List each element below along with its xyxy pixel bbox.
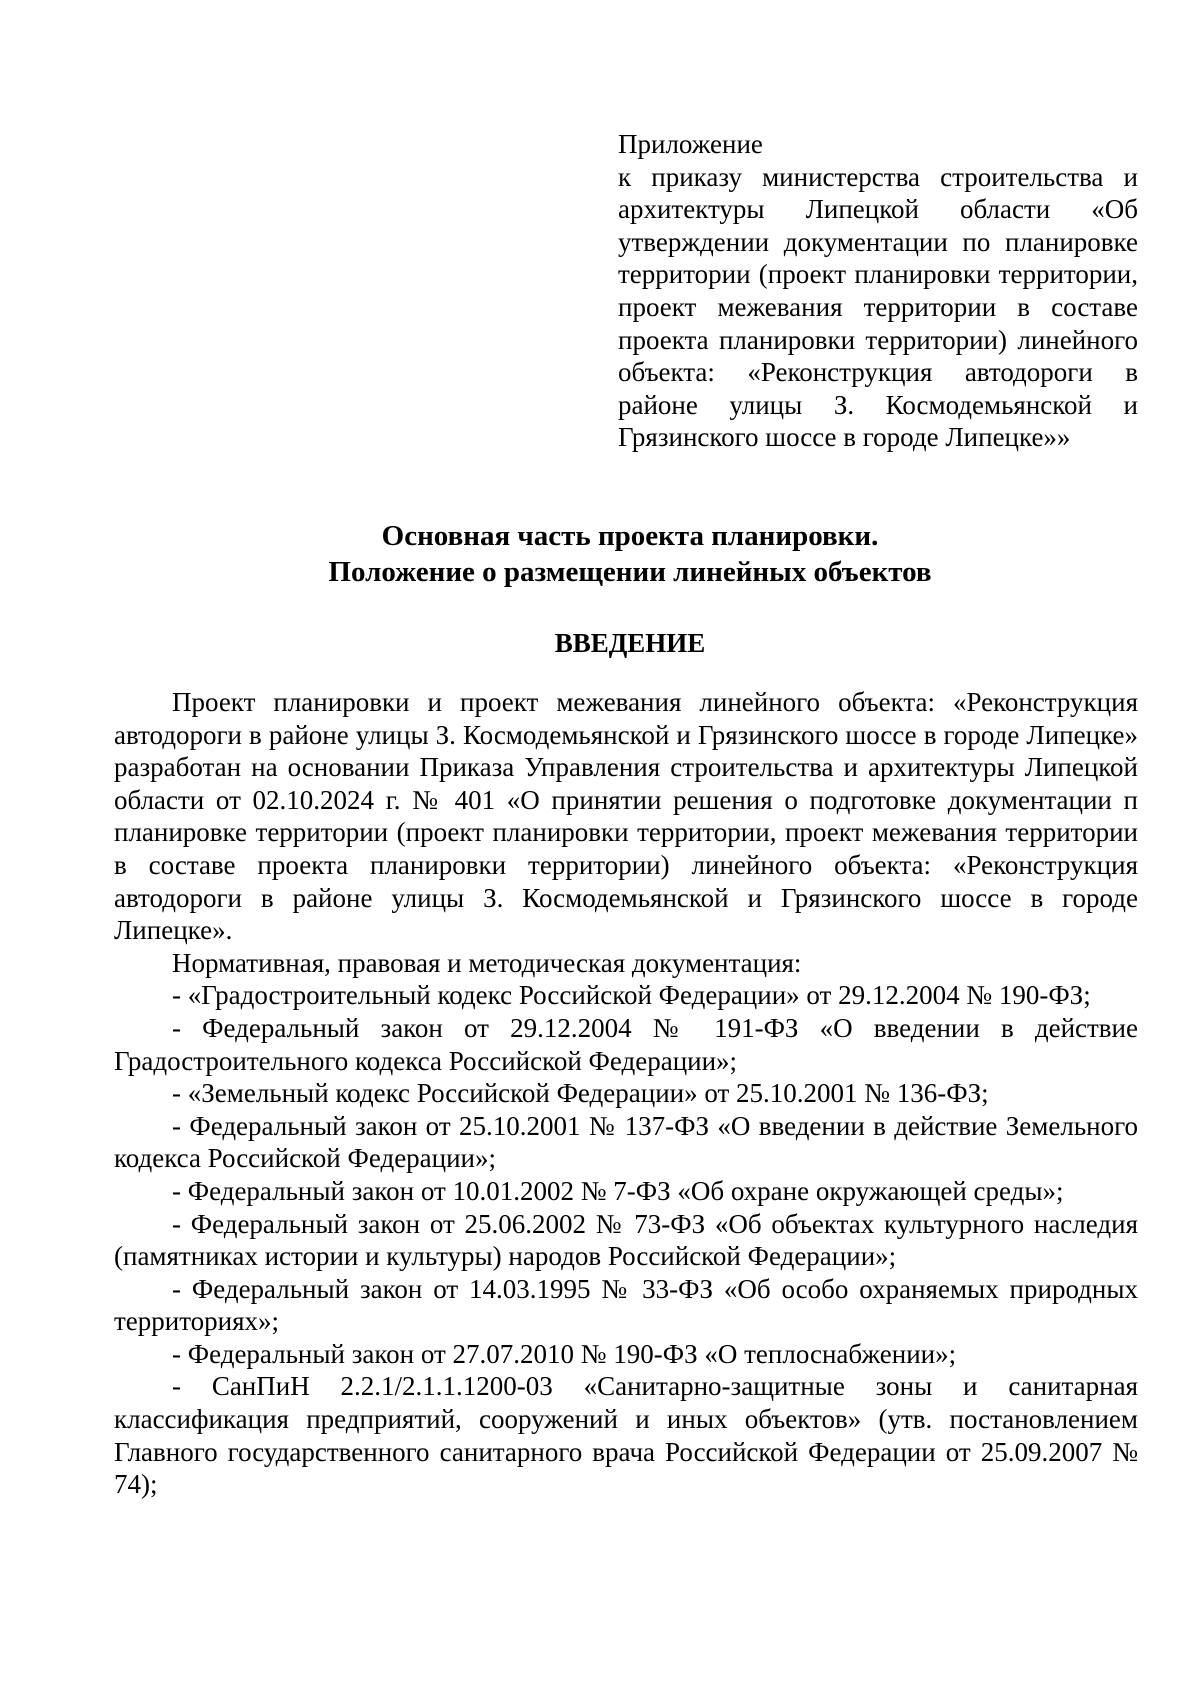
list-item-4: - Федеральный закон от 25.10.2001 № 137-ФЗ «О введении в действие Земельного кодекса Российской Федерации»;: [114, 1110, 1138, 1174]
section-heading-introduction: ВВЕДЕНИЕ: [554, 628, 706, 658]
appendix-title: Приложение: [618, 129, 763, 159]
body-paragraph-1: Проект планировки и проект межевания линейного объекта: «Реконструкция автодороги в районе улицы З. Космодемьянской и Грязинского шоссе в городе Липецке» разработан на основании Приказа Управления строительства и архитектуры Липецкой области от 02.10.2024 г. № 401 «О принятии решения о подготовке документации п планировке территории (проект планировки территории, проект межевания территории в составе проекта планировки территории) линейного объекта: «Реконструкция автодороги в районе улицы З. Космодемьянской и Грязинского шоссе в городе Липецке».: [114, 687, 1138, 946]
page-title-line-1: Основная часть проекта планировки.: [381, 520, 879, 552]
page-title-line-2: Положение о размещении линейных объектов: [328, 556, 932, 588]
appendix-block: [618, 128, 1138, 454]
appendix-text: к приказу министерства строительства и архитектуры Липецкой области «Об утверждении документации по планировке территории (проект планировки территории, проект межевания территории в составе проекта планировки территории) линейного объекта: «Реконструкция автодороги в районе улицы З. Космодемьянской и Грязинского шоссе в городе Липецке»»: [618, 161, 1138, 453]
body-paragraph-2: Нормативная, правовая и методическая документация:: [172, 947, 802, 978]
list-item-2: - Федеральный закон от 29.12.2004 № 191-ФЗ «О введении в действие Градостроительного кодекса Российской Федерации»;: [114, 1012, 1138, 1076]
document-body: [114, 686, 1138, 1501]
list-item-3: - «Земельный кодекс Российской Федерации» от 25.10.2001 № 136-ФЗ;: [172, 1078, 989, 1109]
list-item-1: - «Градостроительный кодекс Российской Федерации» от 29.12.2004 № 190-ФЗ;: [172, 980, 1091, 1011]
list-item-5: - Федеральный закон от 10.01.2002 № 7-ФЗ «Об охране окружающей среды»;: [172, 1175, 1064, 1206]
list-item-9: - СанПиН 2.2.1/2.1.1.1200-03 «Санитарно-защитные зоны и санитарная классификация предприятий, сооружений и иных объектов» (утв. постановлением Главного государственного санитарного врача Российской Федерации от 25.09.2007 № 74);: [114, 1371, 1138, 1500]
page-title: [0, 518, 1200, 590]
list-item-8: - Федеральный закон от 27.07.2010 № 190-ФЗ «О теплоснабжении»;: [172, 1338, 957, 1369]
list-item-6: - Федеральный закон от 25.06.2002 № 73-ФЗ «Об объектах культурного наследия (памятниках истории и культуры) народов Российской Федерации»;: [114, 1208, 1138, 1272]
list-item-7: - Федеральный закон от 14.03.1995 № 33-ФЗ «Об особо охраняемых природных территориях»;: [114, 1273, 1138, 1337]
